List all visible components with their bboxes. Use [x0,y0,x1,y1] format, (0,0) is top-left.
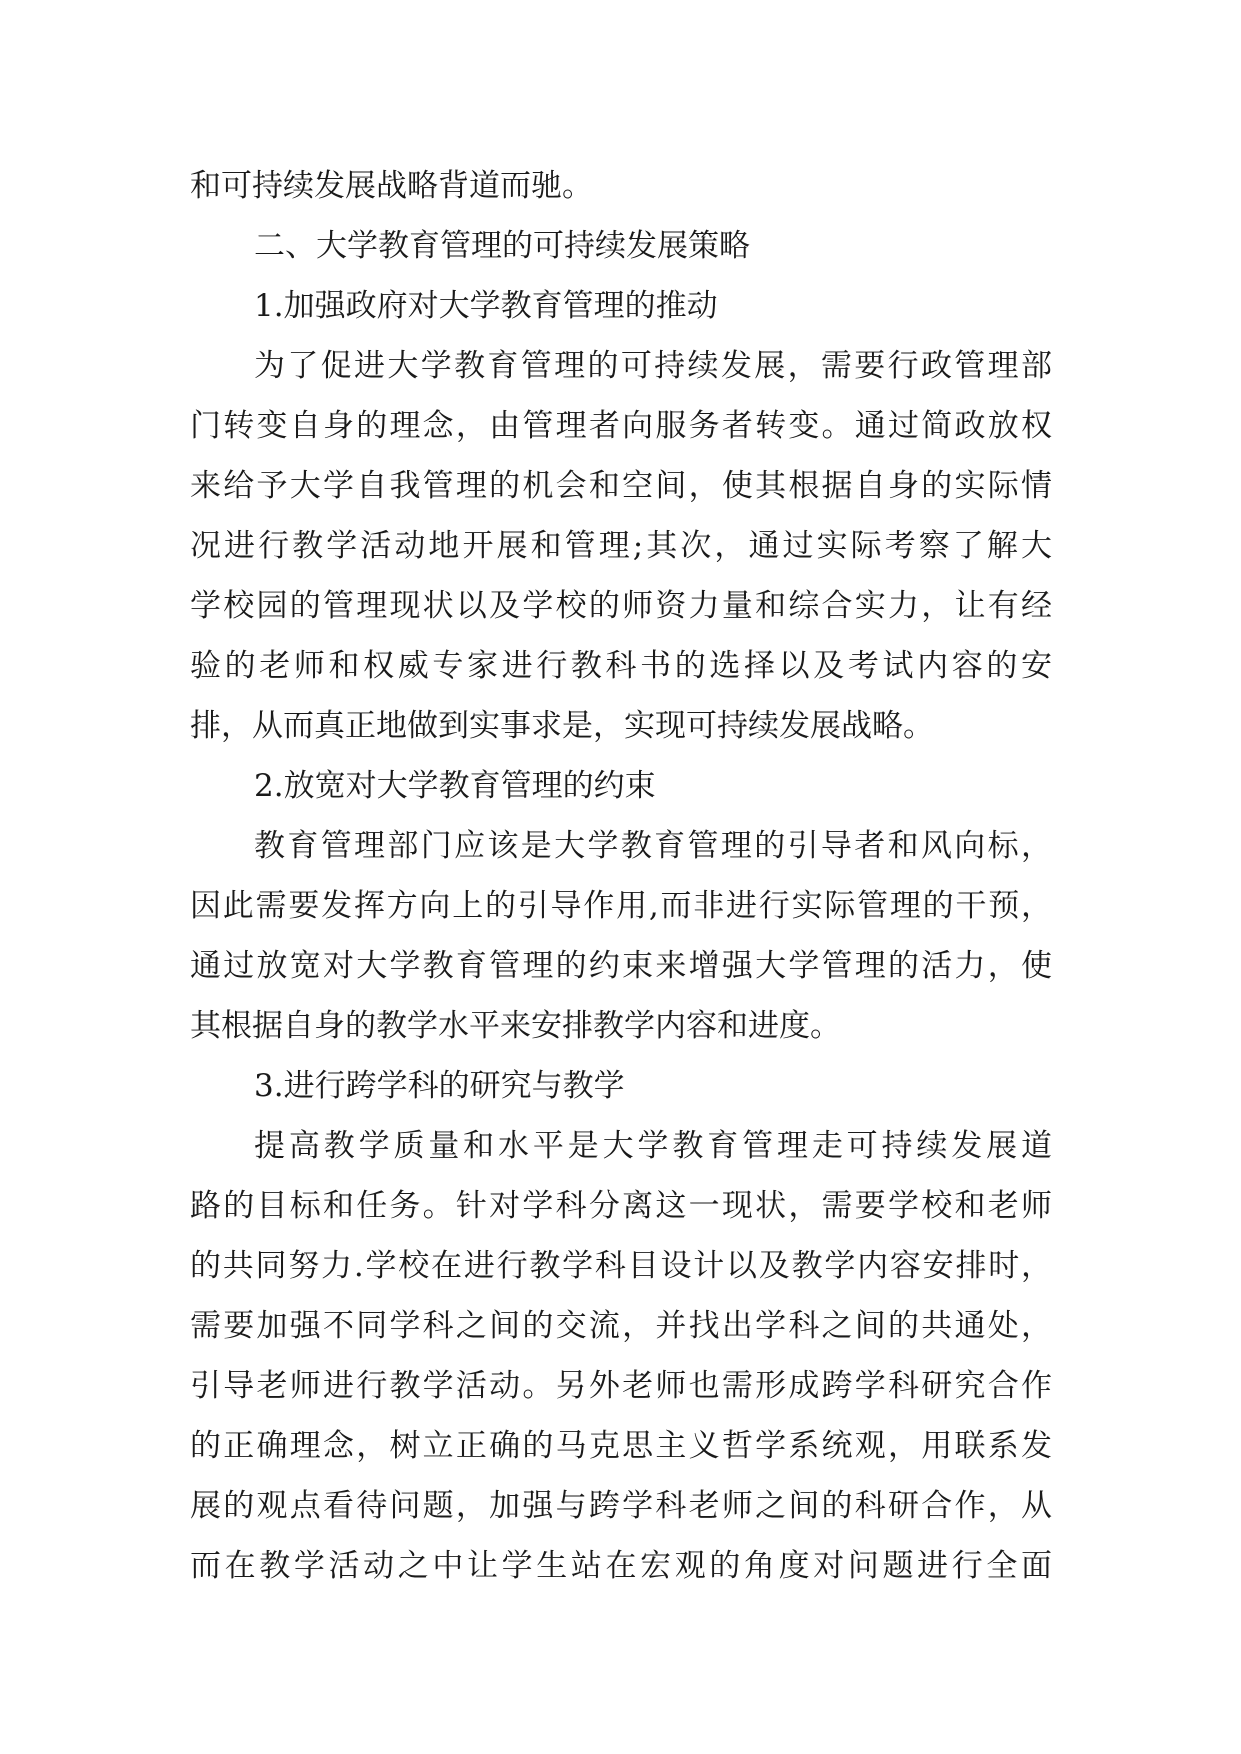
subsection-heading: 1.加强政府对大学教育管理的推动 [254,288,718,324]
text-line: 而在教学活动之中让学生站在宏观的角度对问题进行全面 [190,1548,1052,1584]
text-line: 路的目标和任务。针对学科分离这一现状，需要学校和老师 [190,1188,1052,1224]
subsection-heading: 2.放宽对大学教育管理的约束 [254,768,656,804]
text-line: 的正确理念，树立正确的马克思主义哲学系统观，用联系发 [190,1428,1052,1464]
text-line: 况进行教学活动地开展和管理;其次，通过实际考察了解大 [190,528,1052,564]
text-line: 为了促进大学教育管理的可持续发展，需要行政管理部 [254,348,1052,384]
text-line: 引导老师进行教学活动。另外老师也需形成跨学科研究合作 [190,1368,1052,1404]
text-line: 提高教学质量和水平是大学教育管理走可持续发展道 [254,1128,1052,1164]
text-line: 展的观点看待问题，加强与跨学科老师之间的科研合作，从 [190,1488,1052,1524]
text-line: 和可持续发展战略背道而驰。 [190,168,593,204]
text-line: 的共同努力.学校在进行教学科目设计以及教学内容安排时， [190,1248,1052,1284]
subsection-heading: 3.进行跨学科的研究与教学 [254,1068,625,1104]
text-line: 来给予大学自我管理的机会和空间，使其根据自身的实际情 [190,468,1052,504]
text-line: 学校园的管理现状以及学校的师资力量和综合实力，让有经 [190,588,1052,624]
text-line: 验的老师和权威专家进行教科书的选择以及考试内容的安 [190,648,1052,684]
text-line: 教育管理部门应该是大学教育管理的引导者和风向标， [254,828,1052,864]
text-line: 门转变自身的理念，由管理者向服务者转变。通过简政放权 [190,408,1052,444]
text-line: 通过放宽对大学教育管理的约束来增强大学管理的活力，使 [190,948,1052,984]
section-heading: 二、大学教育管理的可持续发展策略 [254,228,750,264]
text-line: 因此需要发挥方向上的引导作用,而非进行实际管理的干预， [190,888,1052,924]
text-line: 其根据自身的教学水平来安排教学内容和进度。 [190,1008,841,1044]
text-line: 排，从而真正地做到实事求是，实现可持续发展战略。 [190,708,934,744]
text-line: 需要加强不同学科之间的交流，并找出学科之间的共通处， [190,1308,1052,1344]
